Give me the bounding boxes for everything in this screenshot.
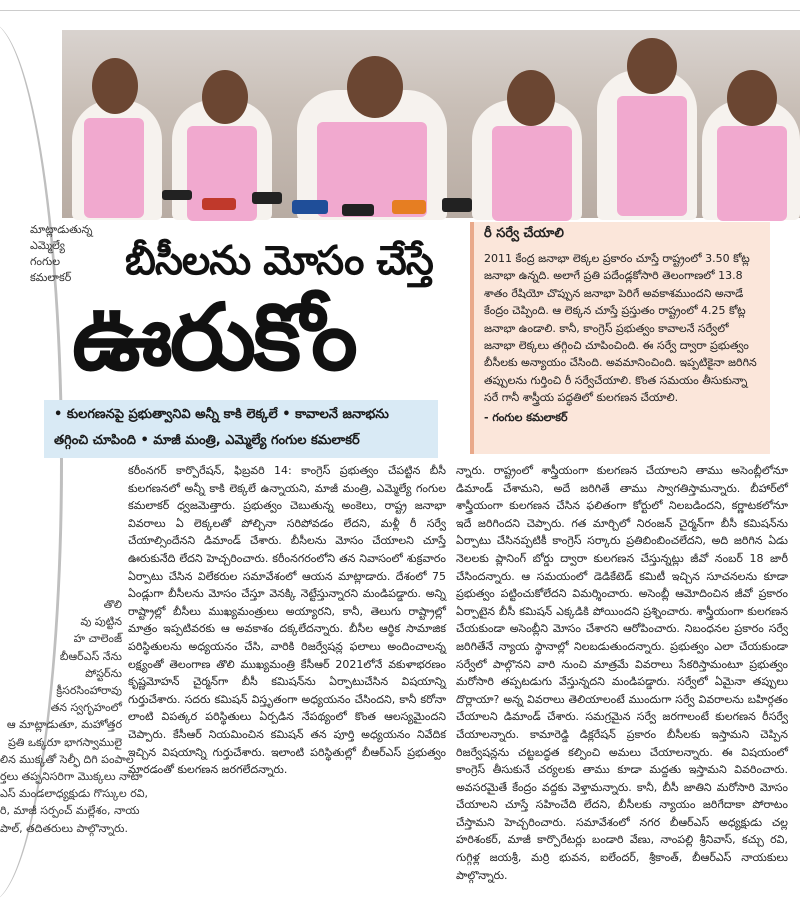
caption-line: ఎమ్మెల్యే గంగుల xyxy=(30,239,65,268)
highlight-line: తగ్గించి చూపింది • మాజీ మంత్రి, ఎమ్మెల్యే గంగుల కమలాకర్ xyxy=(54,433,360,448)
article-column-1 xyxy=(128,462,446,779)
person-head xyxy=(507,70,555,126)
page-top-rule xyxy=(0,0,800,11)
adjacent-article-line: ఆ మాట్లాడుతూ, మహోత్తర xyxy=(6,718,122,732)
adjacent-article-line: ప్రతి ఒక్కరూ భాగస్వాములై xyxy=(8,735,122,749)
adjacent-article-line: క్రీసరసింహారావు xyxy=(56,684,122,698)
microphone xyxy=(202,198,236,210)
microphone xyxy=(392,200,426,214)
article-text: కరీంనగర్ కార్పొరేషన్, ఫిబ్రవరి 14: కాంగ్రెస్ ప్రభుత్వం చేపట్టిన బీసీ కులగణనలో అన్నీ కాకి లెక్కలే ఉన్నాయని, మాజీ మంత్రి, ఎమ్మెల్యే గంగుల కమలాకర్ ధ్వజమెత్తారు. ప్రభుత్వం చెబుతున్న అంకెలు, రాష్ట్ర జనాభా వివరాలు ఏ లెక్కలతో పోల్చినా సరిపోవడం లేదని, మళ్లీ రీ సర్వే చేయాల్సిందేనని డిమాండ్ చేశారు. బీసీలను మోసం చేయాలని చూస్తే ఊరుకునేది లేదని హెచ్చరించారు. కరీంనగరంలోని తన నివాసంలో శుక్రవారం ఏర్పాటు చేసిన విలేకరుల సమావేశంలో ఆయన మాట్లాడారు. దేశంలో 75 ఏండ్లుగా బీసీలను మోసం చేస్తూ వెనక్కి నెట్టేస్తున్నారని మండిపడ్డారు. అన్ని రాష్ట్రాల్లో బీసీలు ముఖ్యమంత్రులు అయ్యారని, కానీ, తెలుగు రాష్ట్రాల్లో మాత్రం ఇప్పటివరకు ఆ అవకాశం దక్కలేదన్నారు. బీసీల ఆర్థిక సామాజిక పరిస్థితులను అధ్యయనం చేసి, వారికి రిజర్వేషన్ల ఫలాలు అందించాలన్న లక్ష్యంతో తెలంగాణ తొలి ముఖ్యమంత్రి కేసీఆర్ 2021లోనే వకుళాభరణం కృష్ణమోహన్ చైర్మన్‌గా బీసీ కమిషన్‌ను ఏర్పాటుచేసిన విషయాన్ని గుర్తుచేశారు. సదరు కమిషన్ విస్తృతంగా అధ్యయనం చేసిందని, కానీ కరోనా లాంటి విపత్కర పరిస్థితులు ఏర్పడిన నేపథ్యంలో కొంత ఆలస్యమైందని చెప్పారు. కేసీఆర్ నియమించిన కమిషన్ తన పూర్తి అధ్యయనం నివేదిక ఇచ్చిన విషయాన్ని గుర్తుచేశారు. ఇలాంటి పరిస్థితుల్లో బీఆర్ఎస్ ప్రభుత్వం మారడంతో కులగణన జరగలేదన్నారు. xyxy=(128,464,446,777)
adjacent-article-line: పోస్టర్‌ను xyxy=(85,666,122,680)
adjacent-article-line: వు పుట్టిన xyxy=(80,615,122,629)
pink-scarf xyxy=(617,96,687,216)
pink-scarf xyxy=(492,126,572,221)
adjacent-article-line: తొలి xyxy=(103,598,122,611)
adjacent-article-line: బీఆర్ఎస్ నేను xyxy=(59,649,122,663)
person-head xyxy=(727,70,777,126)
person-head xyxy=(627,38,677,94)
highlight-line: • కులగణనపై ప్రభుత్వానివి అన్నీ కాకి లెక్కలే • కావాలనే జనాభను xyxy=(54,407,389,422)
pink-scarf xyxy=(84,118,144,218)
microphone xyxy=(342,204,374,216)
sidebox-author: - గంగుల కమలాకర్ xyxy=(484,410,568,424)
person-head xyxy=(92,58,138,114)
sidebox-title: రీ సర్వే చేయాలి xyxy=(484,226,564,241)
adjacent-article-line: లిన ముక్కతో సెల్ఫీ దిగి పంపాల xyxy=(0,752,134,766)
caption-line: మాట్లాడుతున్న xyxy=(30,223,93,236)
highlights-box xyxy=(44,400,438,458)
adjacent-article-line: పాల్, తదితరులు పాల్గొన్నారు. xyxy=(0,821,128,835)
adjacent-article-line: రి, మాజీ సర్పంచ్ మల్లేశం, నాయ xyxy=(0,804,140,818)
adjacent-article-line: హ చాలెంజ్ xyxy=(73,632,122,646)
person-head xyxy=(202,70,248,124)
person-head xyxy=(347,56,403,118)
microphone xyxy=(442,198,472,212)
caption-line: కమలాకర్ xyxy=(30,271,72,284)
microphone xyxy=(162,190,192,200)
article-column-2 xyxy=(456,462,788,884)
sidebox-body: 2011 కేంద్ర జనాభా లెక్కల ప్రకారం చూస్తే రాష్ట్రంలో 3.50 కోట్ల జనాభా ఉన్నది. అలాగే ప్రతి పదేండ్లకోసారి తెలంగాణలో 13.8 శాతం రేషియో చొప్పున జనాభా పెరిగే అవకాశముందని అనాడే కేంద్రం చెప్పింది. ఆ లెక్కన చూస్తే ప్రస్తుతం రాష్ట్రంలో 4.25 కోట్ల జనాభా ఉండాలి. కానీ, కాంగ్రెస్ ప్రభుత్వం కావాలనే సర్వేలో జనాభా లెక్కలు తగ్గించి చూపించింది. ఈ సర్వే ద్వారా ప్రభుత్వం బీసీలకు అన్యాయం చేసింది. అవమానించింది. ఇప్పటికైనా జరిగిన తప్పులను గుర్తించి రీ సర్వేచేయాలి. కొంత సమయం తీసుకున్నా సరే గానీ శాస్త్రీయ పద్ధతిలో కులగణన చేయాలి. xyxy=(484,252,757,405)
adjacent-article-line: ఎస్ మండలాధ్యక్షుడు గొస్కుల రవి, xyxy=(0,787,149,801)
quote-sidebox xyxy=(470,222,770,454)
article-text: న్నారు. రాష్ట్రంలో శాస్త్రీయంగా కులగణన చేయాలని తాము అసెంబ్లీలోనూ డిమాండ్ చేశామని, అదే జరిగితే తాము స్వాగతిస్తామన్నారు. బీహార్‌లో శాస్త్రీయంగా కులగణన చేసిన ఫలితంగా కోర్టులో నిలబడిందని, కర్ణాటకలోనూ ఇదే జరిగిందని చెప్పారు. గత మార్చిలో నిరంజన్ చైర్మన్‌గా బీసీ కమిషన్‌ను ఏర్పాటు చేసినప్పటికీ కాంగ్రెస్ సర్కారు ప్రతిబింబించలేదని, అది జరిగిన ఏడు నెలలకు ప్లానింగ్ బోర్డు ద్వారా కులగణన చేస్తున్నట్లు జీవో నంబర్ 18 జారీ చేసిందన్నారు. ఆ సమయంలో డెడికేటెడ్ కమిటీ ఇచ్చిన సూచనలను కూడా ప్రభుత్వం పట్టించుకోలేదని విమర్శించారు. అసెంబ్లీ ఆమోదించిన జీవో ప్రకారం ఏర్పాటైన బీసీ కమిషన్ ఎక్కడికి పోయిందని ప్రశ్నించారు. శాస్త్రీయంగా కులగణన చేయకుండా అసెంబ్లీని మోసం చేశారని ఆరోపించారు. నిబంధనల ప్రకారం సర్వే జరిగితేనే న్యాయ స్థానాల్లో నిలబడుతుందన్నారు. ప్రభుత్వం ఎలా చేయకుండా సర్వేలో పాల్గొనని వారి నుంచి మాత్రమే వివరాలు సేకరిస్తామంటూ ప్రభుత్వం మరోసారి తప్పటడుగు వేస్తున్నదని మండిపడ్డారు. సర్వేలో ఏమైనా తప్పులు దొర్లాయా? అన్న వివరాలు తెలియాలంటే ముందుగా సర్వే వివరాలను బహిర్గతం చేయాలని డిమాండ్ చేశారు. సమగ్రమైన సర్వే జరగాలంటే కులగణన రీసర్వే చేయాలన్నారు. కామారెడ్డి డిక్లరేషన్ ప్రకారం బీసీలకు ఇస్తామని చెప్పిన రిజర్వేషన్లను చట్టబద్ధత కల్పించి అమలు చేయాలన్నారు. ఈ విషయంలో కాంగ్రెస్ తీసుకునే చర్యలకు తాము కూడా మద్దతు ఇస్తామని వివరించారు. అవసరమైతే కేంద్రం వద్దకు వెళ్తామన్నారు. కానీ, బీసీ జాతిని మరోసారి మోసం చేయాలని చూస్తే సహించేది లేదని, బీసీలకు న్యాయం జరిగేదాకా పోరాటం చేస్తామని హెచ్చరించారు. సమావేశంలో నగర బీఆర్ఎస్ అధ్యక్షుడు చల్ల హరిశంకర్, మాజీ కార్పొరేటర్లు బండారి వేణు, నాంపల్లి శ్రీనివాస్, కచ్చు రవి, గుగ్గిళ్ల జయశ్రీ, మర్రి భువన, ఐలేందర్, శ్రీకాంత్, బీఆర్ఎస్ నాయకులు పాల్గొన్నారు. xyxy=(456,464,788,882)
headline-line-1: బీసీలను మోసం చేస్తే xyxy=(125,238,433,284)
photo-caption xyxy=(30,222,96,286)
adjacent-article-text xyxy=(0,596,149,837)
adjacent-article-line: తన స్వగృహంలో xyxy=(50,701,122,715)
adjacent-article-line: ర్తలు తప్పనిసరిగా మొక్కలు నాటా xyxy=(0,770,143,784)
microphone xyxy=(252,192,282,204)
microphone xyxy=(292,200,328,214)
pink-scarf xyxy=(717,126,787,221)
headline-line-2: ఊరుకోం xyxy=(72,284,355,391)
press-meet-photo xyxy=(62,30,800,218)
